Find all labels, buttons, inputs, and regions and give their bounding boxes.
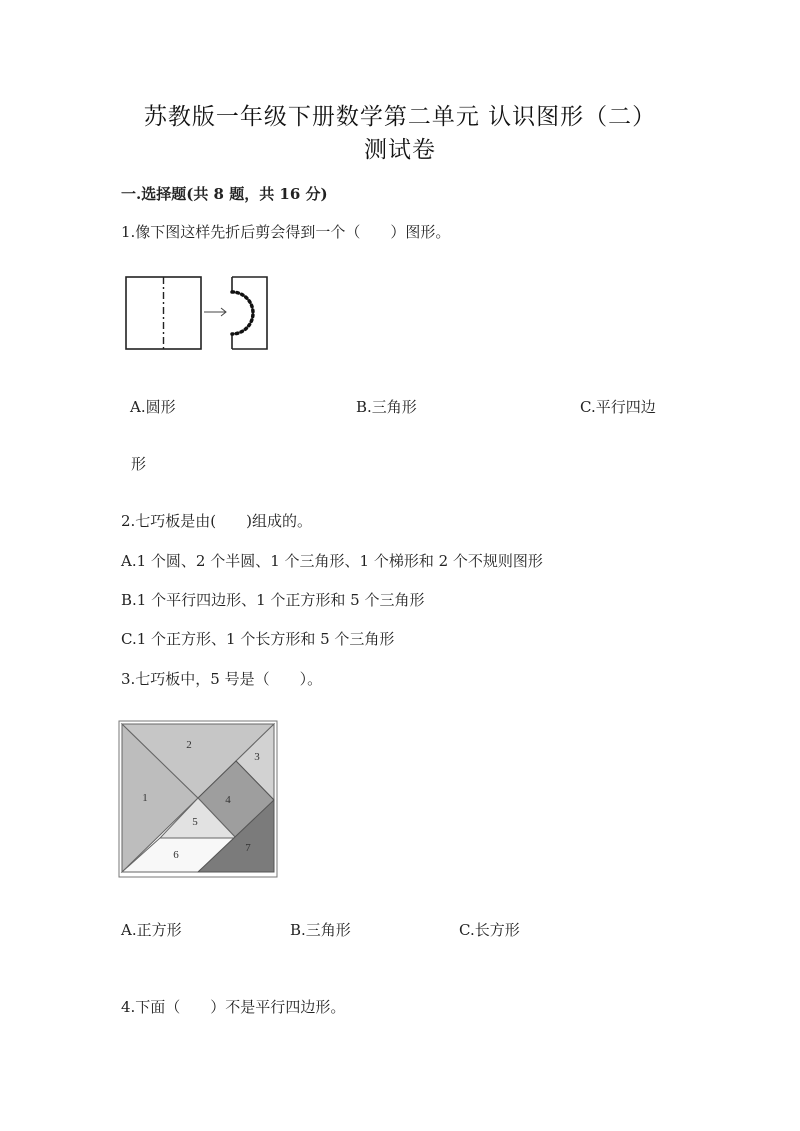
question-3-option-a[interactable]: A.正方形 (121, 921, 182, 939)
tangram-label-2: 2 (186, 739, 192, 751)
question-2-option-a[interactable]: A.1 个圆、2 个半圆、1 个三角形、1 个梯形和 2 个不规则图形 (121, 552, 543, 570)
question-3-option-c[interactable]: C.长方形 (459, 921, 520, 939)
question-1-option-b[interactable]: B.三角形 (356, 398, 417, 416)
question-1-option-c-wrap: 形 (131, 455, 147, 473)
question-1-option-a[interactable]: A.圆形 (130, 398, 176, 416)
question-2-stem: 2.七巧板是由( )组成的。 (121, 512, 313, 530)
fold-cut-figure (118, 268, 278, 358)
question-3-option-b[interactable]: B.三角形 (290, 921, 351, 939)
page-title-line2: 测试卷 (364, 137, 436, 163)
question-1-stem: 1.像下图这样先折后剪会得到一个（ ）图形。 (121, 223, 451, 241)
folded-paper (232, 277, 267, 349)
question-2-option-b[interactable]: B.1 个平行四边形、1 个正方形和 5 个三角形 (121, 591, 425, 609)
tangram-label-1: 1 (142, 792, 148, 804)
cut-semicircle (232, 292, 253, 334)
question-4-stem: 4.下面（ ）不是平行四边形。 (121, 998, 346, 1016)
tangram-figure (118, 720, 280, 880)
page-title: 苏教版一年级下册数学第二单元 认识图形（二） (143, 104, 657, 130)
tangram-label-7: 7 (245, 842, 251, 854)
question-2-option-c[interactable]: C.1 个正方形、1 个长方形和 5 个三角形 (121, 630, 395, 648)
question-1-option-c[interactable]: C.平行四边 (580, 398, 656, 416)
tangram-label-3: 3 (254, 751, 260, 763)
tangram-label-4: 4 (225, 794, 231, 806)
question-3-stem: 3.七巧板中，5 号是（ ）。 (121, 670, 323, 688)
section-header: 一.选择题(共 8 题，共 16 分) (121, 185, 328, 203)
tangram-label-5: 5 (192, 816, 198, 828)
tangram-label-6: 6 (173, 849, 179, 861)
